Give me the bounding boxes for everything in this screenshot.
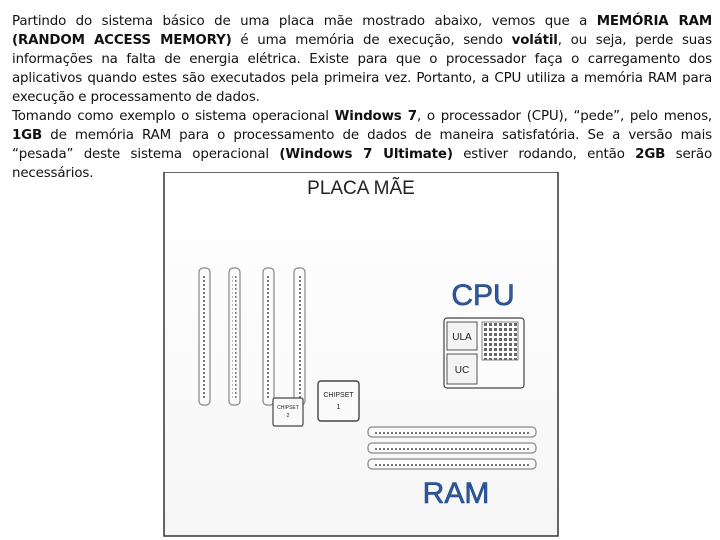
motherboard-diagram <box>163 172 560 538</box>
ram-label: RAM <box>422 477 490 510</box>
expansion-slot <box>263 268 274 405</box>
text-run: de memória RAM para o processamento de dados de maneira satisfatória. Se a versão mais “pesada” deste sistema operacional <box>12 128 712 162</box>
expansion-slot <box>294 268 305 405</box>
bold-run: 2GB <box>635 147 666 162</box>
ram-slots <box>368 427 536 469</box>
expansion-slot <box>229 268 240 405</box>
text-run: é uma memória de execução, sendo <box>231 33 512 48</box>
chipset-2 <box>273 398 303 426</box>
text-run: , o processador (CPU), “pede”, pelo menos, <box>416 109 712 124</box>
chipset-1-number: 1 <box>336 404 341 411</box>
uc-label: UC <box>454 365 470 376</box>
paragraph-1 <box>12 12 712 107</box>
text-run: , ou seja, perde suas informações na falta de energia elétrica. Existe para que o processador faça o carregamento dos aplicativos quando estes são executados pela primeira vez. Portanto, a CPU utiliza a memória RAM para execução e processamento de dados. <box>12 33 712 105</box>
body-text <box>12 12 712 183</box>
ram-slot <box>368 459 536 469</box>
chipset-1-label: CHIPSET <box>323 392 354 399</box>
text-run: estiver rodando, então <box>452 147 636 162</box>
ula-label: ULA <box>452 332 472 343</box>
bold-run: 1GB <box>12 128 43 143</box>
text-run: Tomando como exemplo o sistema operacional <box>12 109 335 124</box>
chipset-2-number: 2 <box>286 413 290 419</box>
expansion-slot <box>199 268 210 405</box>
chipset-2-label: CHIPSET <box>277 405 299 411</box>
bold-run: Windows 7 <box>334 109 417 124</box>
bold-run: (Windows 7 Ultimate) <box>279 147 453 162</box>
text-run: serão necessários. <box>12 147 712 181</box>
ram-slot <box>368 427 536 437</box>
bold-run: MEMÓRIA RAM (RANDOM ACCESS MEMORY) <box>12 14 712 48</box>
text-run: Partindo do sistema básico de uma placa mãe mostrado abaixo, vemos que a <box>12 14 597 29</box>
diagram-title: PLACA MÃE <box>307 178 415 199</box>
cpu-label: CPU <box>451 279 515 312</box>
cpu-register-grid <box>482 322 518 360</box>
chipset-1 <box>318 381 359 421</box>
cpu-chip <box>444 318 524 388</box>
ram-slot <box>368 443 536 453</box>
bold-run: volátil <box>511 33 558 48</box>
